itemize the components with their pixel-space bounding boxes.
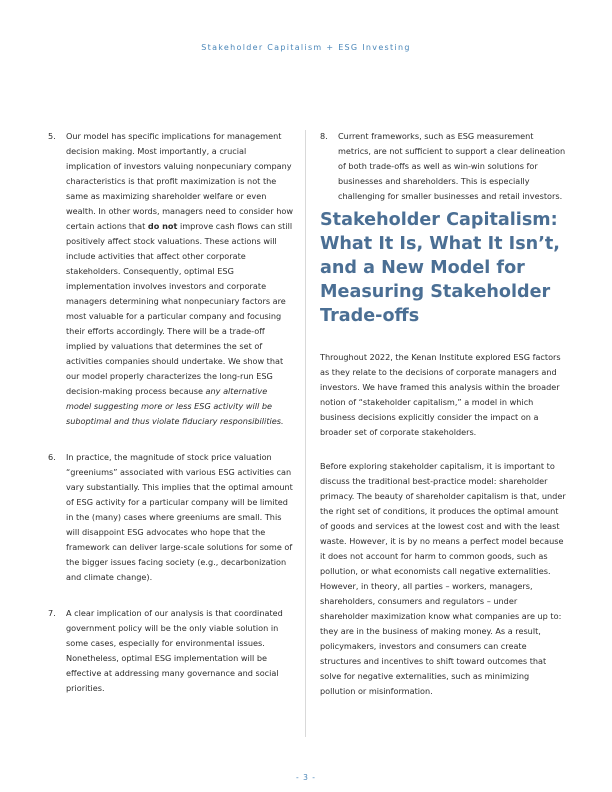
list-item-text: A clear implication of our analysis is that coordinated government policy will be the only viable solution in some cases, especially for environmental issues. Nonetheless, optimal ESG implementation will be effective at addressing many governance and social priorities. bbox=[66, 608, 283, 693]
list-item-text: In practice, the magnitude of stock price valuation “greeniums” associated with various ESG activities can vary substantially. This implies that the optimal amount of ESG activity for a particular company will be limited in the (many) cases where greeniums are small. This will disappoint ESG advocates who hope that the framework can deliver large-scale solutions for some of the bigger issues facing society (e.g., decarbonization and climate change). bbox=[66, 452, 293, 582]
list-item-text: Current frameworks, such as ESG measurement metrics, are not sufficient to support a clear delineation of both trade-offs as well as win-win solutions for businesses and shareholders. This is especially challenging for smaller businesses and retail investors. bbox=[338, 131, 566, 201]
list-number: 6. bbox=[48, 452, 56, 462]
body-paragraph: Throughout 2022, the Kenan Institute explored ESG factors as they relate to the decisions of corporate managers and investors. We have framed this analysis within the broader notion of “stakeholder capitalism,” a model in which business decisions explicitly consider the impact on a broader set of corporate stakeholders. bbox=[320, 352, 561, 437]
page-number: - 3 - bbox=[296, 773, 316, 782]
list-item-6 bbox=[48, 450, 293, 585]
list-item-5 bbox=[48, 129, 293, 429]
list-item-text bbox=[66, 129, 293, 429]
column-divider bbox=[305, 130, 306, 737]
list-number: 7. bbox=[48, 608, 56, 618]
list-number: 8. bbox=[320, 131, 328, 141]
list-number: 5. bbox=[48, 131, 56, 141]
body-paragraph: Before exploring stakeholder capitalism, it is important to discuss the traditional best-practice model: shareholder primacy. The beauty of shareholder capitalism is that, under the right set of conditions, it produces the optimal amount of goods and services at the lowest cost and with the least waste. However, it is by no means a perfect model because it does not account for harm to common goods, such as pollution, or what economists call negative externalities. However, in theory, all parties – workers, managers, shareholders, consumers and regulators – under shareholder maximization know what companies are up to: they are in the business of making money. As a result, policymakers, investors and consumers can create structures and incentives to shift toward outcomes that solve for negative externalities, such as minimizing pollution or misinformation. bbox=[320, 461, 566, 696]
italic-text: any alternative model suggesting more or less ESG activity will be suboptimal and thus violate fiduciary responsibilities. bbox=[66, 386, 284, 426]
right-column bbox=[320, 129, 566, 699]
left-column bbox=[48, 129, 293, 696]
list-item-8 bbox=[320, 129, 566, 204]
running-header: Stakeholder Capitalism + ESG Investing bbox=[201, 43, 411, 52]
bold-text: do not bbox=[147, 221, 178, 231]
text-run: improve cash flows can still positively affect stock valuations. These actions will include activities that affect other corporate stakeholders. Consequently, optimal ESG implementation involves investors and corporate managers determining what nonpecuniary factors are most valuable for a particular company and focusing their efforts accordingly. There will be a trade-off implied by valuations that determines the set of activities companies should undertake. We show that our model properly characterizes the long-run ESG decision-making process because bbox=[66, 221, 293, 396]
section-heading: Stakeholder Capitalism: What It Is, What It Isn’t, and a New Model for Measuring Stakeholder Trade-offs bbox=[320, 210, 560, 326]
text-run: Our model has specific implications for management decision making. Most importantly, a crucial implication of investors valuing nonpecuniary company characteristics is that profit maximization is not the same as maximizing shareholder welfare or even wealth. In other words, managers need to consider how certain actions that bbox=[66, 131, 293, 231]
list-item-7 bbox=[48, 606, 293, 696]
